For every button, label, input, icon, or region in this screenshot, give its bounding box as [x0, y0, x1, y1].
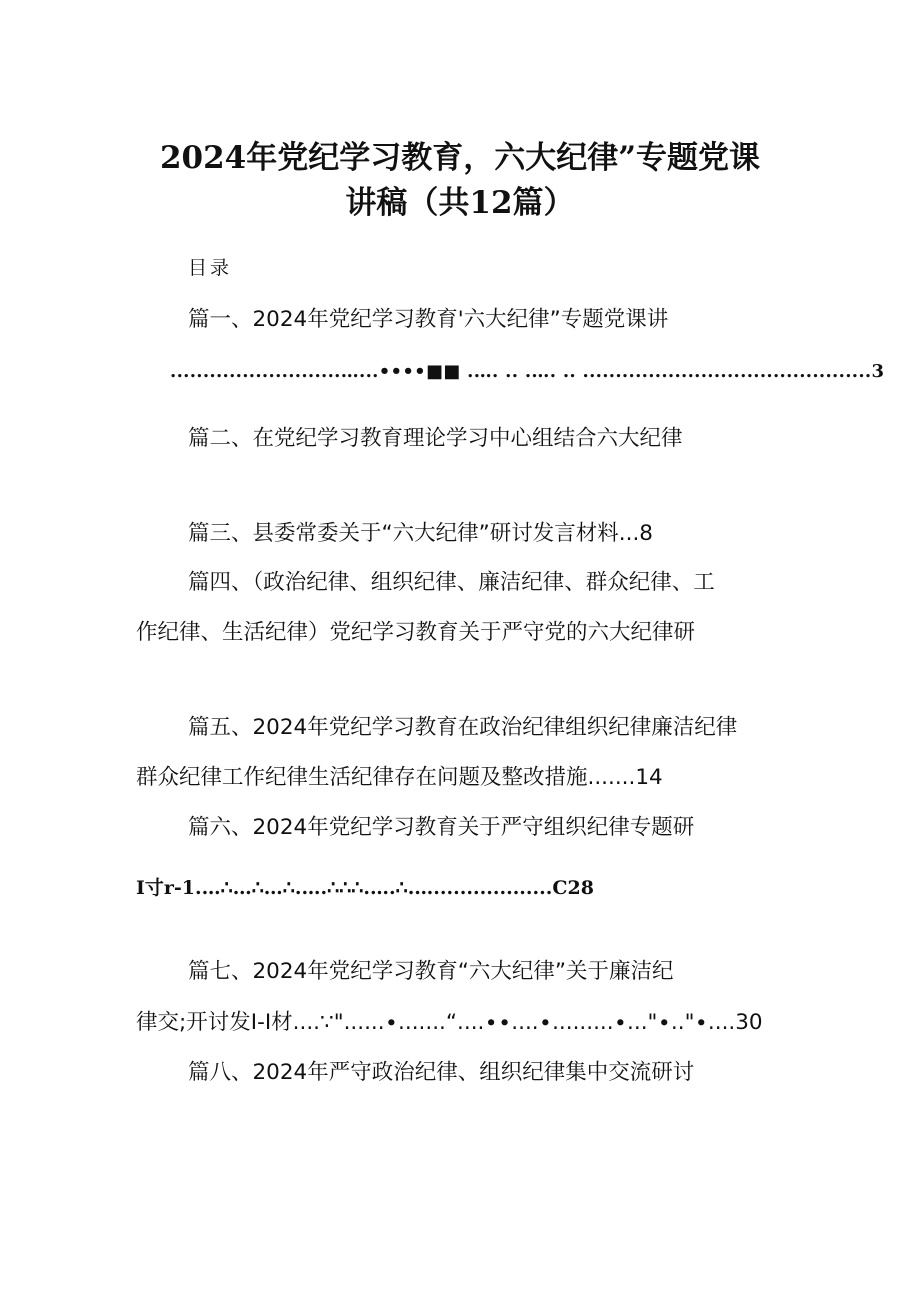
toc-entry-7: 篇七、2024年党纪学习教育“六大纪律”关于廉洁纪	[188, 959, 674, 984]
toc-entry-2: 篇二、在党纪学习教育理论学习中心组结合六大纪律	[188, 426, 683, 451]
toc-entry-5: 篇五、2024年党纪学习教育在政治纪律组织纪律廉洁纪律	[188, 715, 738, 740]
document-title-line-1: 2024年党纪学习教育，六大纪律”专题党课	[159, 140, 761, 176]
toc-entry-5-cont: 群众纪律工作纪律生活纪律存在问题及整改措施.......14	[136, 765, 663, 790]
toc-entry-4-cont: 作纪律、生活纪律）党纪学习教育关于严守党的六大纪律研	[136, 620, 696, 645]
toc-entry-6: 篇六、2024年党纪学习教育关于严守组织纪律专题研	[188, 815, 695, 840]
toc-entry-4: 篇四、（政治纪律、组织纪律、廉洁纪律、群众纪律、工	[188, 570, 715, 595]
toc-entry-3: 篇三、县委常委关于“六大纪律”研讨发言材料...8	[188, 521, 653, 546]
toc-entry-1: 篇一、2024年党纪学习教育'六大纪律”专题党课讲	[188, 307, 669, 332]
toc-heading: 目录	[188, 257, 233, 279]
toc-entry-1-leader: ..........................…...••••■■ .…. .. .…. .. ............................................3	[170, 361, 885, 382]
document-title-line-2: 讲稿（共12篇）	[345, 185, 575, 221]
toc-entry-8: 篇八、2024年严守政治纪律、组织纪律集中交流研讨	[188, 1060, 695, 1085]
toc-entry-7-cont: 律交;开讨发I-I材....∵"......∙.......“....∙∙....∙.........∙..."∙.."∙....30	[136, 1010, 763, 1035]
toc-entry-6-cont: I寸r-1.…∴…∴…∴.….∴∴∴.….∴.…..................C28	[136, 877, 594, 899]
